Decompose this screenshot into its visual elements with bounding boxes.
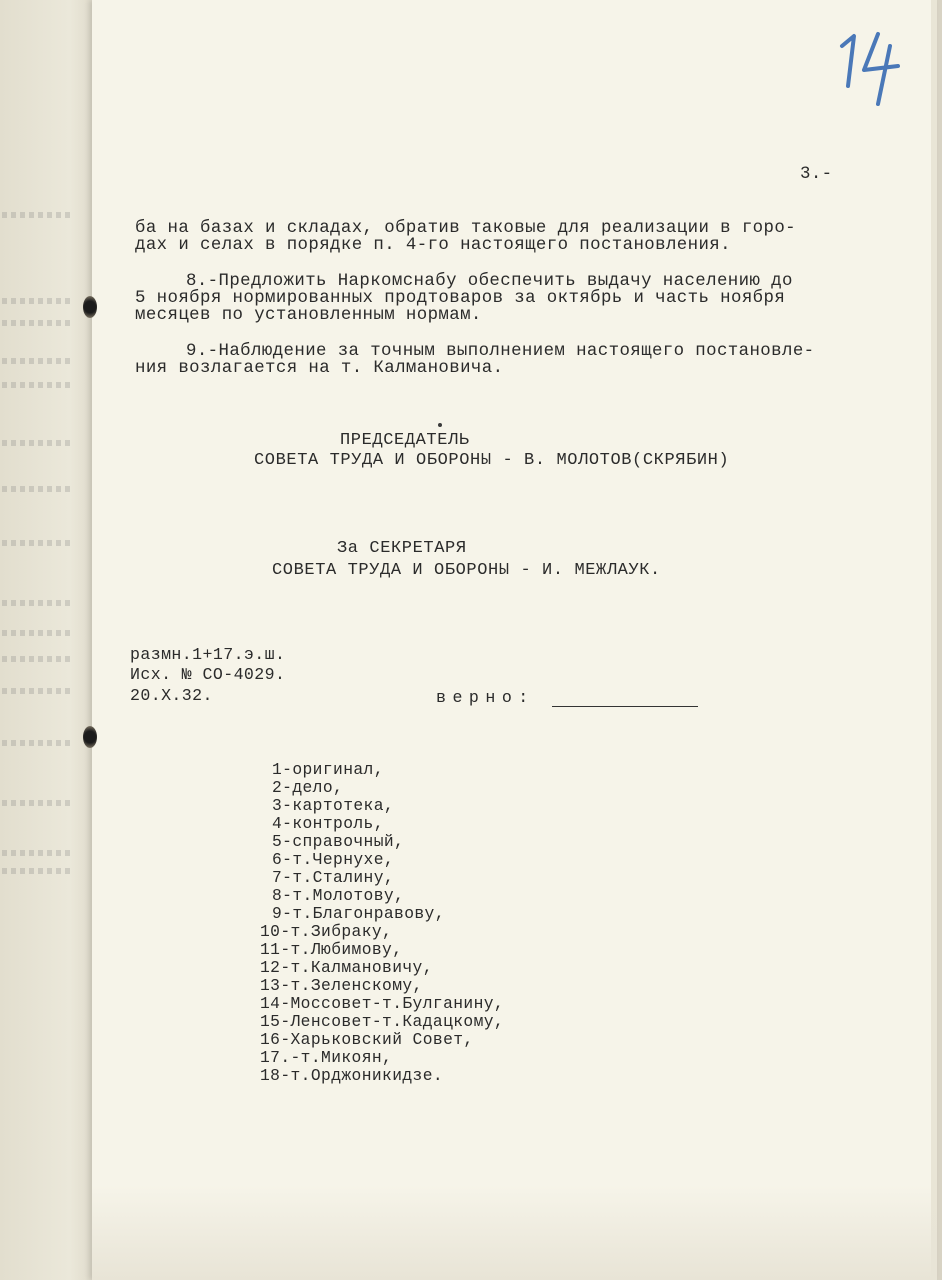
distribution-item: 17.-т.Микоян,	[260, 1048, 393, 1067]
ghost-text-line	[2, 212, 72, 218]
page-marker: 3.-	[800, 165, 833, 184]
distribution-item: 13-т.Зеленскому,	[260, 976, 423, 995]
distribution-item: 8-т.Молотову,	[272, 886, 405, 905]
item8-line-1: 8.-Предложить Наркомснабу обеспечить выдачу населению до	[186, 272, 793, 291]
ghost-text-line	[2, 486, 72, 492]
page-bottom-shade	[92, 1185, 937, 1280]
continuation-line-1: ба на базах и складах, обратив таковые для реализации в горо-	[135, 219, 797, 238]
secretary-title: За СЕКРЕТАРЯ	[337, 539, 467, 558]
distribution-item: 18-т.Орджоникидзе.	[260, 1066, 444, 1085]
distribution-item: 12-т.Калмановичу,	[260, 958, 433, 977]
distribution-item: 7-т.Сталину,	[272, 868, 395, 887]
continuation-line-2: дах и селах в порядке п. 4-го настоящего постановления.	[135, 236, 731, 255]
ghost-text-line	[2, 298, 72, 304]
distribution-item: 3-картотека,	[272, 796, 395, 815]
ink-dot	[438, 423, 442, 427]
verification-signature-line	[552, 706, 698, 707]
item8-line-3: месяцев по установленным нормам.	[135, 306, 482, 325]
ghost-text-line	[2, 688, 72, 694]
registry-copies: размн.1+17.э.ш.	[130, 645, 286, 664]
secretary-signature: СОВЕТА ТРУДА И ОБОРОНЫ - И. МЕЖЛАУК.	[272, 561, 661, 580]
distribution-item: 15-Ленсовет-т.Кадацкому,	[260, 1012, 505, 1031]
distribution-item: 10-т.Зибраку,	[260, 922, 393, 941]
ghost-text-line	[2, 800, 72, 806]
ghost-text-line	[2, 440, 72, 446]
binding-hole	[83, 726, 97, 748]
registry-date: 20.X.32.	[130, 686, 213, 705]
registry-outgoing-number: Исх. № СО-4029.	[130, 665, 286, 684]
page-edge	[931, 0, 937, 1280]
ghost-text-line	[2, 850, 72, 856]
distribution-item: 6-т.Чернухе,	[272, 850, 395, 869]
document-page	[92, 0, 937, 1280]
ghost-text-line	[2, 320, 72, 326]
chairman-title: ПРЕДСЕДАТЕЛЬ	[340, 431, 470, 450]
ghost-text-line	[2, 868, 72, 874]
ghost-text-line	[2, 630, 72, 636]
ghost-text-line	[2, 740, 72, 746]
distribution-item: 5-справочный,	[272, 832, 405, 851]
ghost-text-line	[2, 656, 72, 662]
distribution-item: 4-контроль,	[272, 814, 384, 833]
verified-label: верно:	[436, 688, 535, 707]
ghost-text-line	[2, 600, 72, 606]
item9-line-1: 9.-Наблюдение за точным выполнением настоящего постановле-	[186, 342, 815, 361]
chairman-signature: СОВЕТА ТРУДА И ОБОРОНЫ - В. МОЛОТОВ(СКРЯБИН)	[254, 451, 730, 470]
ghost-text-line	[2, 358, 72, 364]
ghost-text-line	[2, 382, 72, 388]
item9-line-2: ния возлагается на т. Калмановича.	[135, 359, 504, 378]
ghost-text-line	[2, 540, 72, 546]
distribution-item: 14-Моссовет-т.Булганину,	[260, 994, 505, 1013]
underlying-page	[0, 0, 100, 1280]
distribution-item: 16-Харьковский Совет,	[260, 1030, 474, 1049]
distribution-item: 9-т.Благонравову,	[272, 904, 445, 923]
item8-line-2: 5 ноября нормированных продтоваров за октябрь и часть ноября	[135, 289, 786, 308]
distribution-item: 2-дело,	[272, 778, 344, 797]
binding-hole	[83, 296, 97, 318]
distribution-item: 1-оригинал,	[272, 760, 384, 779]
distribution-item: 11-т.Любимову,	[260, 940, 403, 959]
handwritten-page-number	[838, 26, 908, 110]
